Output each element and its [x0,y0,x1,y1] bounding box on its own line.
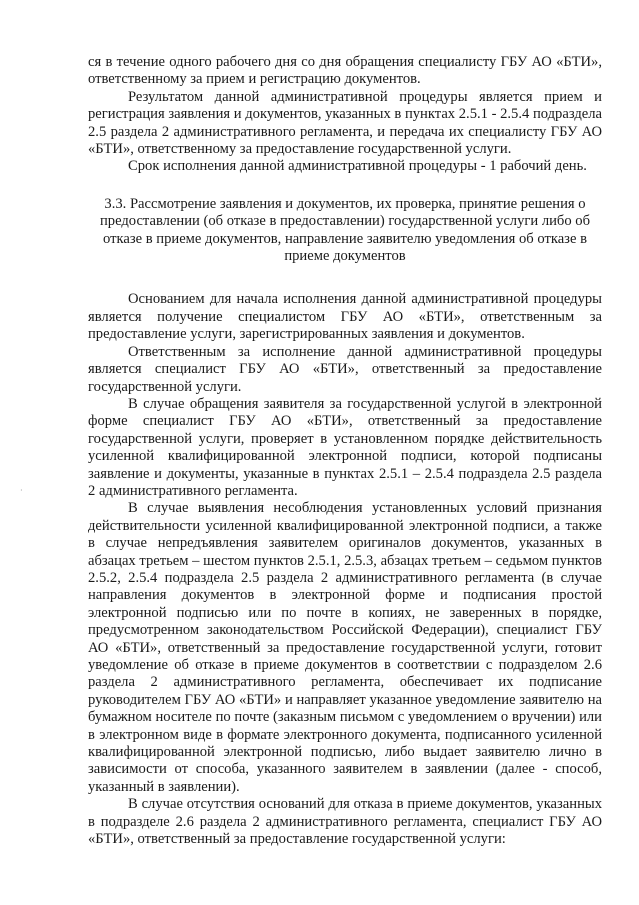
margin-scan-mark: · [20,486,23,495]
paragraph-no-refusal-case: В случае отсутствия оснований для отказа в приеме документов, указанных в подразделе 2.6 раздела 2 административного регламента, специалист ГБУ АО «БТИ», ответственный за предоставление государственной услуги: [88,796,602,848]
paragraph-basis: Основанием для начала исполнения данной административной процедуры является получение специалистом ГБУ АО «БТИ», ответственным за предоставление услуги, зарегистрированных заявления и документов. [88,291,602,343]
paragraph-continuation: ся в течение одного рабочего дня со дня обращения специалисту ГБУ АО «БТИ», ответственному за прием и регистрацию документов. [88,54,602,88]
document-page [88,54,602,848]
paragraph-responsible: Ответственным за исполнение данной административной процедуры является специалист ГБУ АО «БТИ», ответственный за предоставление государственной услуги. [88,343,602,395]
paragraph-deadline: Срок исполнения данной административной процедуры - 1 рабочий день. [128,158,587,175]
paragraph-refusal-case: В случае выявления несоблюдения установленных условий признания действительности усиленной квалифицированной электронной подписи, а также в случае непредъявления заявителем оригиналов документов, указанных в абзацах третьем – шестом пунктов 2.5.1, 2.5.3, абзацах третьем – седьмом пунктов 2.5.2, 2.5.4 подраздела 2.5 раздела 2 административного регламента (в случае направления документов в электронной форме и подписания простой электронной подписью или по почте в копиях, не заверенных в порядке, предусмотренном законодательством Российской Федерации), специалист ГБУ АО «БТИ», ответственный за предоставление государственной услуги, готовит уведомление об отказе в приеме документов в соответствии с подразделом 2.6 раздела 2 административного регламента, обеспечивает их подписание руководителем ГБУ АО «БТИ» и направляет указанное уведомление заявителю на бумажном носителе по почте (заказным письмом с уведомлением о вручении) или в электронном виде в формате электронного документа, подписанного усиленной квалифицированной электронной подписью, либо выдает заявителю лично в зависимости от способа, указанного заявителем в заявлении (далее - способ, указанный в заявлении). [88,500,602,795]
section-heading: 3.3. Рассмотрение заявления и документов, их проверка, принятие решения о предоставлении (об отказе в предоставлении) государственной услуги либо об отказе в приеме документов, направление заявителю уведомления об отказе в приеме документов [99,195,591,265]
paragraph-result: Результатом данной административной процедуры является прием и регистрация заявления и документов, указанных в пунктах 2.5.1 - 2.5.4 подраздела 2.5 раздела 2 административного регламента, и передача их специалисту ГБУ АО «БТИ», ответственному за предоставление государственной услуги. [88,88,602,158]
intro-block [88,54,602,176]
paragraph-electronic-form: В случае обращения заявителя за государственной услугой в электронной форме специалист ГБУ АО «БТИ», ответственный за предоставление государственной услуги, проверяет в установленном порядке действительность усиленной квалифицированной электронной подписи, которой подписаны заявление и документы, указанные в пунктах 2.5.1 – 2.5.4 подраздела 2.5 раздела 2 административного регламента. [88,395,602,499]
section-body [88,291,602,848]
